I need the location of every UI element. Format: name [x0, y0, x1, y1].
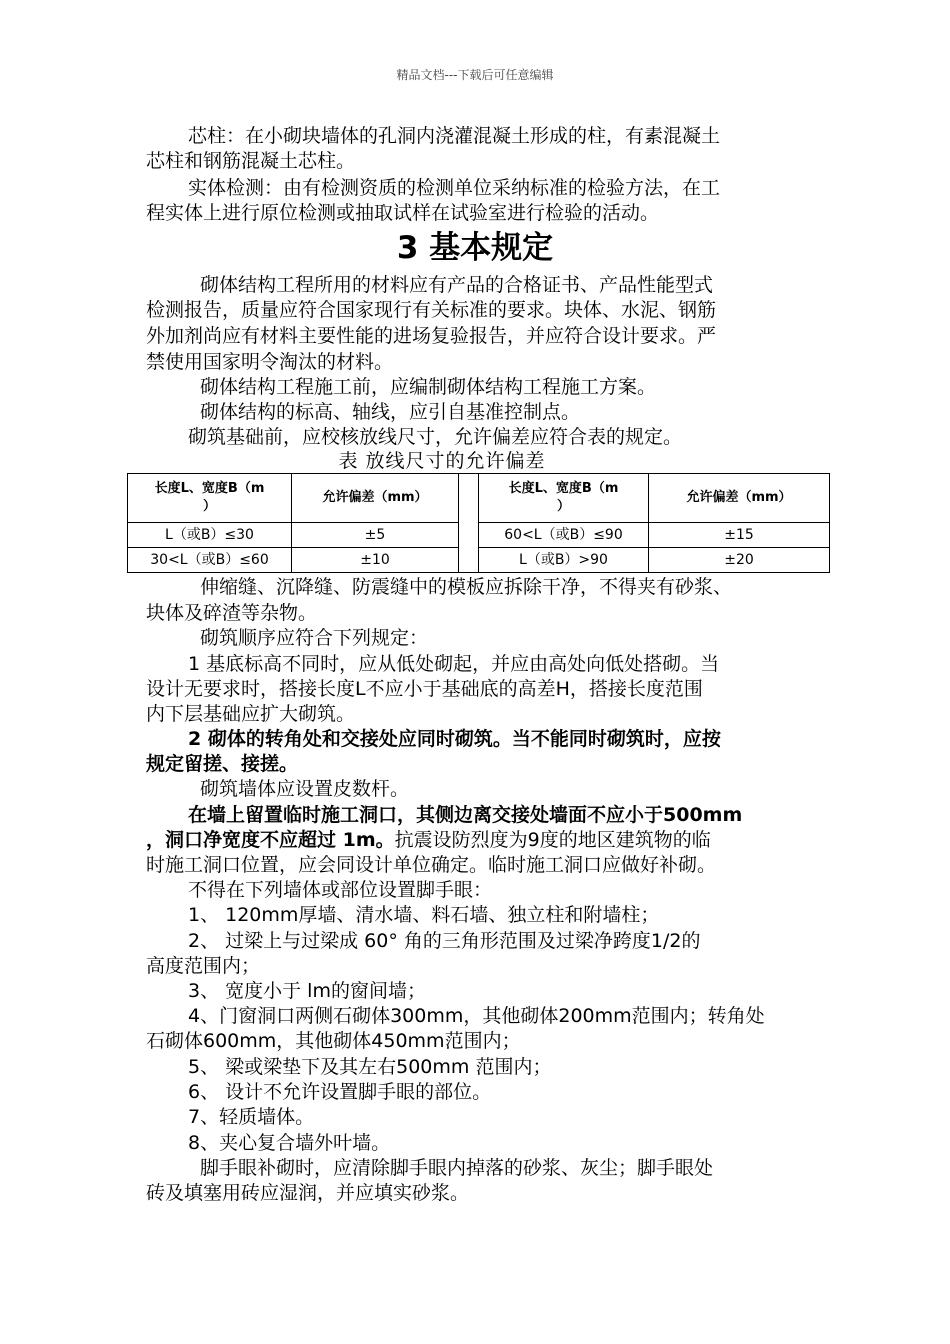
- para-story-rod: 砌筑墙体应设置皮数杆。: [200, 778, 410, 800]
- list-item: 3、 宽度小于 lm的窗间墙；: [188, 980, 426, 1002]
- para-order-2-l1: 2 砌体的转角处和交接处应同时砌筑。当不能同时砌筑时，应按: [188, 728, 721, 750]
- table-cell: 30<L（或B）≤60: [128, 548, 292, 573]
- list-item: 6、 设计不允许设置脚手眼的部位。: [188, 1081, 492, 1103]
- para-materials-l4: 禁使用国家明令淘汰的材料。: [146, 351, 394, 373]
- table-cell: ±15: [649, 523, 830, 548]
- para-order-1-l3: 内下层基础应扩大砌筑。: [146, 703, 356, 725]
- para-temp-opening-rest: 抗震设防烈度为9度的地区建筑物的临: [394, 829, 711, 851]
- para-core-column-l2: 芯柱和钢筋混凝土芯柱。: [146, 150, 356, 172]
- para-entity-test-l1: 实体检测：由有检测资质的检测单位采纳标准的检验方法，在工: [188, 177, 721, 199]
- list-item: 2、 过梁上与过梁成 60° 角的三角形范围及过梁净跨度1/2的: [188, 930, 701, 952]
- para-joints-l2: 块体及碎渣等杂物。: [146, 602, 318, 624]
- list-item: 5、 梁或梁垫下及其左右500mm 范围内；: [188, 1056, 552, 1078]
- table-row: [128, 523, 830, 548]
- para-patching-l1: 脚手眼补砌时，应清除脚手眼内掉落的砂浆、灰尘；脚手眼处: [200, 1157, 714, 1179]
- page-header: 精品文档---下载后可任意编辑: [396, 68, 554, 82]
- para-temp-opening-l2: [146, 828, 836, 853]
- para-order-1-l1: 1 基底标高不同时，应从低处砌起，并应由高处向低处搭砌。当: [188, 653, 720, 675]
- para-temp-opening-l3: 时施工洞口位置，应会同设计单位确定。临时施工洞口应做好补砌。: [146, 854, 717, 876]
- table-caption: 表 放线尺寸的允许偏差: [338, 450, 546, 472]
- table-header-row: [128, 474, 830, 523]
- para-scaffold-holes: 不得在下列墙体或部位设置脚手眼：: [188, 879, 493, 901]
- table-cell: L（或B）>90: [479, 548, 649, 573]
- table-gap: [459, 474, 479, 573]
- table-header-cell: 允许偏差（mm）: [649, 474, 830, 523]
- table-cell: 60<L（或B）≤90: [479, 523, 649, 548]
- table-cell: ±20: [649, 548, 830, 573]
- table-row: [128, 548, 830, 573]
- para-temp-opening-l1: 在墙上留置临时施工洞口，其侧边离交接处墙面不应小于500mm: [188, 804, 743, 826]
- para-construction-plan: 砌体结构工程施工前，应编制砌体结构工程施工方案。: [200, 376, 657, 398]
- list-item-cont: 高度范围内；: [146, 955, 261, 977]
- table-cell: ±5: [292, 523, 459, 548]
- para-materials-l2: 检测报告，质量应符合国家现行有关标准的要求。块体、水泥、钢筋: [146, 299, 717, 321]
- para-order-1-l2: 设计无要求时，搭接长度L不应小于基础底的高差H，搭接长度范围: [146, 678, 703, 700]
- para-entity-test-l2: 程实体上进行原位检测或抽取试样在试验室进行检验的活动。: [146, 202, 660, 224]
- tolerance-table: [127, 473, 830, 573]
- list-item: 4、门窗洞口两侧石砌体300mm，其他砌体200mm范围内；转角处: [188, 1005, 765, 1027]
- table-header-cell: 长度L、宽度B（m ）: [128, 474, 292, 523]
- para-order-2-l2: 规定留搓、接搓。: [146, 753, 299, 775]
- list-item: 7、轻质墙体。: [188, 1106, 315, 1128]
- para-joints-l1: 伸缩缝、沉降缝、防震缝中的模板应拆除干净，不得夹有砂浆、: [200, 576, 733, 598]
- para-materials-l3: 外加剂尚应有材料主要性能的进场复验报告，并应符合设计要求。严: [146, 325, 717, 347]
- para-order: 砌筑顺序应符合下列规定：: [200, 627, 429, 649]
- section-title: 3 基本规定: [396, 230, 554, 266]
- table-cell: ±10: [292, 548, 459, 573]
- para-foundation-check: 砌筑基础前，应校核放线尺寸，允许偏差应符合表的规定。: [188, 426, 683, 448]
- para-temp-opening-bold: ，洞口净宽度不应超过 1m。: [146, 829, 395, 851]
- list-item-cont: 石砌体600mm，其他砌体450mm范围内；: [146, 1030, 521, 1052]
- table-header-cell: 允许偏差（mm）: [292, 474, 459, 523]
- table-header-cell: 长度L、宽度B（m ）: [479, 474, 649, 523]
- table-cell: L（或B）≤30: [128, 523, 292, 548]
- list-item: 8、夹心复合墙外叶墙。: [188, 1132, 391, 1154]
- para-patching-l2: 砖及填塞用砖应湿润，并应填实砂浆。: [146, 1182, 470, 1204]
- para-core-column-l1: 芯柱：在小砌块墙体的孔洞内浇灌混凝土形成的柱，有素混凝土: [188, 125, 721, 147]
- para-elevation-axis: 砌体结构的标高、轴线，应引自基准控制点。: [200, 401, 581, 423]
- list-item: 1、 120mm厚墙、清水墙、料石墙、独立柱和附墙柱；: [188, 904, 660, 926]
- para-materials-l1: 砌体结构工程所用的材料应有产品的合格证书、产品性能型式: [200, 274, 714, 296]
